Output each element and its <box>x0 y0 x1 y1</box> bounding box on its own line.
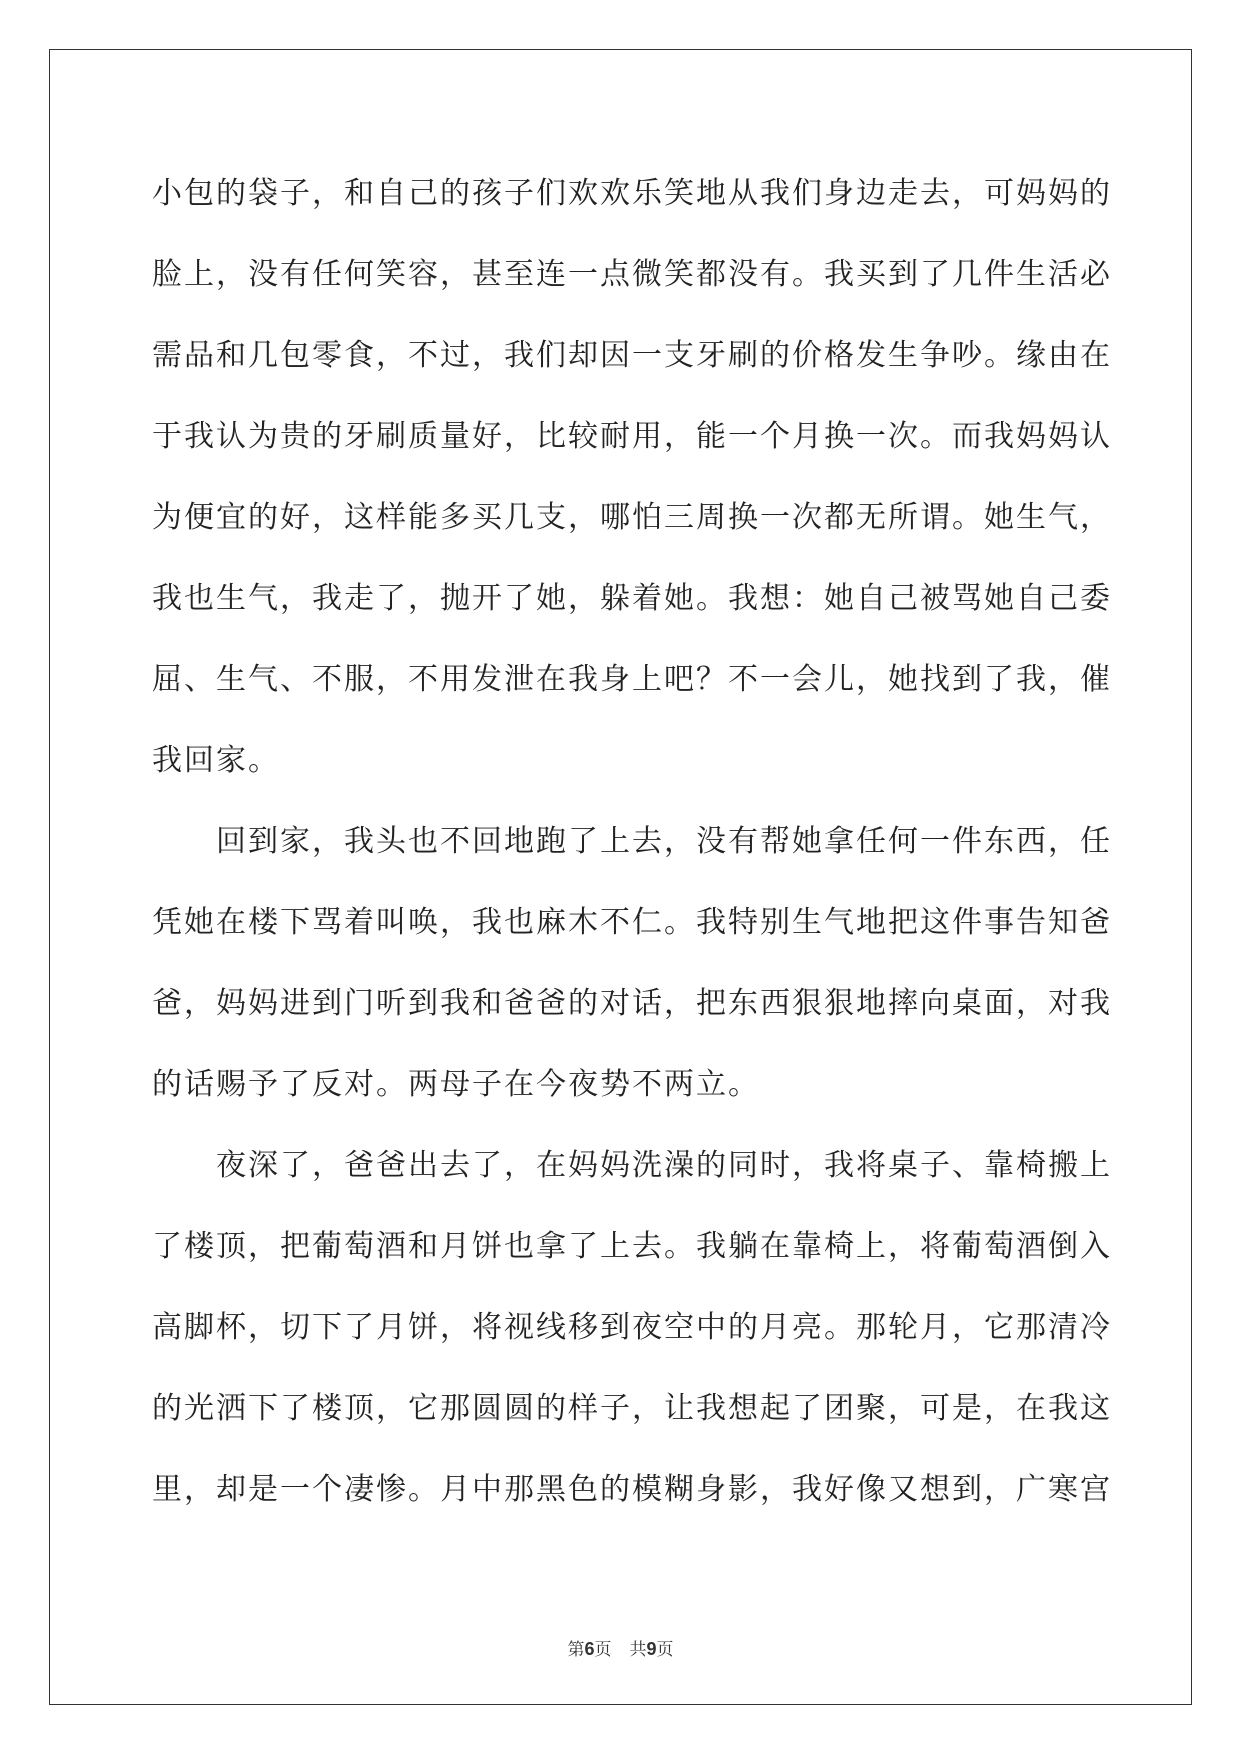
page-suffix: 页 <box>594 1640 612 1660</box>
text-line: 夜深了，爸爸出去了，在妈妈洗澡的同时，我将桌子、靠椅搬上 <box>152 1148 1112 1183</box>
text-line: 的光洒下了楼顶，它那圆圆的样子，让我想起了团聚，可是，在我这 <box>152 1391 1112 1426</box>
text-line: 凭她在楼下骂着叫唤，我也麻木不仁。我特别生气地把这件事告知爸 <box>152 905 1112 940</box>
text-line: 的话赐予了反对。两母子在今夜势不两立。 <box>152 1067 760 1102</box>
text-line: 脸上，没有任何笑容，甚至连一点微笑都没有。我买到了几件生活必 <box>152 257 1112 292</box>
text-line: 小包的袋子，和自己的孩子们欢欢乐笑地从我们身边走去，可妈妈的 <box>152 176 1112 211</box>
text-line: 屈、生气、不服，不用发泄在我身上吧？不一会儿，她找到了我，催 <box>152 662 1112 697</box>
current-page-number: 6 <box>584 1639 595 1659</box>
document-body <box>152 158 1112 1535</box>
text-line: 高脚杯，切下了月饼，将视线移到夜空中的月亮。那轮月，它那清冷 <box>152 1310 1112 1345</box>
text-line: 为便宜的好，这样能多买几支，哪怕三周换一次都无所谓。她生气， <box>152 500 1112 535</box>
text-line: 里，却是一个凄惨。月中那黑色的模糊身影，我好像又想到，广寒宫 <box>152 1472 1112 1507</box>
text-line: 我回家。 <box>152 743 280 778</box>
total-suffix: 页 <box>656 1640 674 1660</box>
text-line: 了楼顶，把葡萄酒和月饼也拿了上去。我躺在靠椅上，将葡萄酒倒入 <box>152 1229 1112 1264</box>
total-page-number: 9 <box>646 1639 657 1659</box>
page-footer <box>0 1635 1241 1660</box>
page-prefix: 第 <box>567 1640 585 1660</box>
text-line: 于我认为贵的牙刷质量好，比较耐用，能一个月换一次。而我妈妈认 <box>152 419 1112 454</box>
total-prefix: 共 <box>629 1640 647 1660</box>
text-line: 需品和几包零食，不过，我们却因一支牙刷的价格发生争吵。缘由在 <box>152 338 1112 373</box>
text-line: 回到家，我头也不回地跑了上去，没有帮她拿任何一件东西，任 <box>152 824 1112 859</box>
text-line: 我也生气，我走了，抛开了她，躲着她。我想：她自己被骂她自己委 <box>152 581 1112 616</box>
text-line: 爸，妈妈进到门听到我和爸爸的对话，把东西狠狠地摔向桌面，对我 <box>152 986 1112 1021</box>
